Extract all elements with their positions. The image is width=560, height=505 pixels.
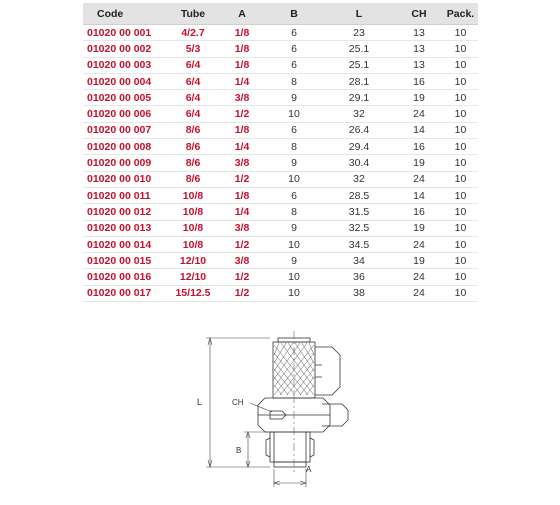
cell-b: 9 bbox=[265, 220, 323, 236]
cell-a: 1/8 bbox=[219, 25, 265, 41]
cell-tube: 4/2.7 bbox=[167, 25, 219, 41]
table-row bbox=[83, 57, 478, 73]
cell-a: 3/8 bbox=[219, 90, 265, 106]
cell-ch: 13 bbox=[395, 41, 443, 57]
cell-l: 23 bbox=[323, 25, 395, 41]
cell-pack: 10 bbox=[443, 90, 478, 106]
cell-b: 9 bbox=[265, 90, 323, 106]
cell-tube: 12/10 bbox=[167, 253, 219, 269]
cell-a: 1/8 bbox=[219, 57, 265, 73]
cell-pack: 10 bbox=[443, 204, 478, 220]
cell-l: 32.5 bbox=[323, 220, 395, 236]
cell-l: 26.4 bbox=[323, 122, 395, 138]
cell-pack: 10 bbox=[443, 73, 478, 89]
cell-code: 01020 00 007 bbox=[83, 122, 167, 138]
cell-a: 1/4 bbox=[219, 139, 265, 155]
cell-code: 01020 00 017 bbox=[83, 285, 167, 301]
cell-tube: 10/8 bbox=[167, 236, 219, 252]
cell-tube: 5/3 bbox=[167, 41, 219, 57]
cell-l: 25.1 bbox=[323, 57, 395, 73]
header-l: L bbox=[323, 3, 395, 25]
cell-code: 01020 00 011 bbox=[83, 187, 167, 203]
cell-pack: 10 bbox=[443, 187, 478, 203]
cell-l: 32 bbox=[323, 171, 395, 187]
table-row bbox=[83, 253, 478, 269]
body-profile-right bbox=[315, 347, 340, 395]
cell-pack: 10 bbox=[443, 106, 478, 122]
cell-code: 01020 00 004 bbox=[83, 73, 167, 89]
label-b: B bbox=[236, 446, 242, 455]
cell-ch: 19 bbox=[395, 220, 443, 236]
cell-code: 01020 00 003 bbox=[83, 57, 167, 73]
cell-a: 3/8 bbox=[219, 253, 265, 269]
fitting-drawing-svg bbox=[170, 325, 400, 500]
table-row bbox=[83, 41, 478, 57]
cell-code: 01020 00 006 bbox=[83, 106, 167, 122]
cell-code: 01020 00 010 bbox=[83, 171, 167, 187]
cell-code: 01020 00 014 bbox=[83, 236, 167, 252]
body-profile-lines bbox=[315, 365, 322, 377]
cell-tube: 6/4 bbox=[167, 73, 219, 89]
cell-l: 30.4 bbox=[323, 155, 395, 171]
cell-tube: 10/8 bbox=[167, 187, 219, 203]
cell-pack: 10 bbox=[443, 253, 478, 269]
cell-l: 25.1 bbox=[323, 41, 395, 57]
cell-l: 32 bbox=[323, 106, 395, 122]
cell-b: 9 bbox=[265, 155, 323, 171]
cell-b: 10 bbox=[265, 171, 323, 187]
cell-pack: 10 bbox=[443, 220, 478, 236]
cell-l: 36 bbox=[323, 269, 395, 285]
header-tube: Tube bbox=[167, 3, 219, 25]
cell-tube: 6/4 bbox=[167, 90, 219, 106]
table-row bbox=[83, 285, 478, 301]
cell-pack: 10 bbox=[443, 122, 478, 138]
table-row bbox=[83, 122, 478, 138]
header-b: B bbox=[265, 3, 323, 25]
cell-l: 29.1 bbox=[323, 90, 395, 106]
cell-b: 6 bbox=[265, 25, 323, 41]
cell-l: 34.5 bbox=[323, 236, 395, 252]
cell-tube: 10/8 bbox=[167, 204, 219, 220]
cell-ch: 16 bbox=[395, 139, 443, 155]
cell-ch: 24 bbox=[395, 285, 443, 301]
cell-a: 1/2 bbox=[219, 106, 265, 122]
fitting-technical-drawing bbox=[170, 325, 400, 500]
cell-ch: 24 bbox=[395, 269, 443, 285]
spec-table-container bbox=[83, 3, 478, 302]
table-row bbox=[83, 187, 478, 203]
table-row bbox=[83, 90, 478, 106]
cell-b: 6 bbox=[265, 122, 323, 138]
thread-section bbox=[270, 432, 310, 462]
leader-ch bbox=[250, 403, 272, 412]
cell-b: 8 bbox=[265, 139, 323, 155]
spec-table bbox=[83, 3, 478, 302]
table-row bbox=[83, 236, 478, 252]
cell-ch: 19 bbox=[395, 253, 443, 269]
cell-ch: 24 bbox=[395, 236, 443, 252]
cell-b: 10 bbox=[265, 106, 323, 122]
cell-ch: 19 bbox=[395, 90, 443, 106]
cell-b: 9 bbox=[265, 253, 323, 269]
dimension-b bbox=[244, 432, 268, 467]
cell-ch: 16 bbox=[395, 204, 443, 220]
cell-tube: 8/6 bbox=[167, 171, 219, 187]
cell-a: 1/8 bbox=[219, 187, 265, 203]
cell-code: 01020 00 009 bbox=[83, 155, 167, 171]
cell-a: 1/8 bbox=[219, 41, 265, 57]
cell-pack: 10 bbox=[443, 155, 478, 171]
cell-ch: 13 bbox=[395, 57, 443, 73]
cell-code: 01020 00 015 bbox=[83, 253, 167, 269]
cell-a: 3/8 bbox=[219, 220, 265, 236]
thread-oring bbox=[266, 438, 314, 457]
cell-pack: 10 bbox=[443, 285, 478, 301]
cell-tube: 6/4 bbox=[167, 106, 219, 122]
cell-pack: 10 bbox=[443, 139, 478, 155]
cell-ch: 14 bbox=[395, 122, 443, 138]
cell-tube: 8/6 bbox=[167, 122, 219, 138]
cell-ch: 16 bbox=[395, 73, 443, 89]
cell-code: 01020 00 013 bbox=[83, 220, 167, 236]
cell-b: 6 bbox=[265, 41, 323, 57]
table-row bbox=[83, 139, 478, 155]
table-row bbox=[83, 106, 478, 122]
cell-l: 28.1 bbox=[323, 73, 395, 89]
cell-pack: 10 bbox=[443, 25, 478, 41]
cell-tube: 12/10 bbox=[167, 269, 219, 285]
header-code: Code bbox=[83, 3, 167, 25]
cell-b: 8 bbox=[265, 204, 323, 220]
cell-ch: 13 bbox=[395, 25, 443, 41]
cell-tube: 15/12.5 bbox=[167, 285, 219, 301]
cell-pack: 10 bbox=[443, 171, 478, 187]
cell-ch: 19 bbox=[395, 155, 443, 171]
cell-ch: 14 bbox=[395, 187, 443, 203]
cell-b: 6 bbox=[265, 187, 323, 203]
cell-pack: 10 bbox=[443, 269, 478, 285]
header-pack: Pack. bbox=[443, 3, 478, 25]
table-row bbox=[83, 25, 478, 41]
dimension-a bbox=[274, 469, 306, 487]
cell-a: 1/2 bbox=[219, 269, 265, 285]
cell-a: 1/2 bbox=[219, 171, 265, 187]
label-a: A bbox=[306, 465, 312, 474]
table-body bbox=[83, 25, 478, 302]
cell-tube: 8/6 bbox=[167, 139, 219, 155]
cell-a: 1/4 bbox=[219, 73, 265, 89]
cell-a: 1/2 bbox=[219, 236, 265, 252]
cell-b: 8 bbox=[265, 73, 323, 89]
cell-b: 6 bbox=[265, 57, 323, 73]
cell-ch: 24 bbox=[395, 106, 443, 122]
cell-pack: 10 bbox=[443, 41, 478, 57]
cell-l: 28.5 bbox=[323, 187, 395, 203]
header-a: A bbox=[219, 3, 265, 25]
cell-a: 1/8 bbox=[219, 122, 265, 138]
cell-ch: 24 bbox=[395, 171, 443, 187]
cell-code: 01020 00 016 bbox=[83, 269, 167, 285]
table-row bbox=[83, 155, 478, 171]
label-l: L bbox=[197, 397, 203, 407]
table-row bbox=[83, 220, 478, 236]
cell-b: 10 bbox=[265, 236, 323, 252]
cell-code: 01020 00 012 bbox=[83, 204, 167, 220]
table-row bbox=[83, 73, 478, 89]
cell-l: 31.5 bbox=[323, 204, 395, 220]
cell-pack: 10 bbox=[443, 236, 478, 252]
cell-code: 01020 00 008 bbox=[83, 139, 167, 155]
cell-tube: 8/6 bbox=[167, 155, 219, 171]
table-header-row bbox=[83, 3, 478, 25]
cell-l: 38 bbox=[323, 285, 395, 301]
table-row bbox=[83, 171, 478, 187]
cell-a: 3/8 bbox=[219, 155, 265, 171]
cell-tube: 10/8 bbox=[167, 220, 219, 236]
table-row bbox=[83, 269, 478, 285]
cell-b: 10 bbox=[265, 285, 323, 301]
cell-a: 1/4 bbox=[219, 204, 265, 220]
cell-l: 34 bbox=[323, 253, 395, 269]
cell-l: 29.4 bbox=[323, 139, 395, 155]
label-ch: CH bbox=[232, 398, 244, 407]
table-row bbox=[83, 204, 478, 220]
cell-pack: 10 bbox=[443, 57, 478, 73]
cell-code: 01020 00 002 bbox=[83, 41, 167, 57]
cell-b: 10 bbox=[265, 269, 323, 285]
cell-code: 01020 00 001 bbox=[83, 25, 167, 41]
header-ch: CH bbox=[395, 3, 443, 25]
thread-bottom bbox=[274, 462, 306, 467]
cell-tube: 6/4 bbox=[167, 57, 219, 73]
cell-code: 01020 00 005 bbox=[83, 90, 167, 106]
cell-a: 1/2 bbox=[219, 285, 265, 301]
